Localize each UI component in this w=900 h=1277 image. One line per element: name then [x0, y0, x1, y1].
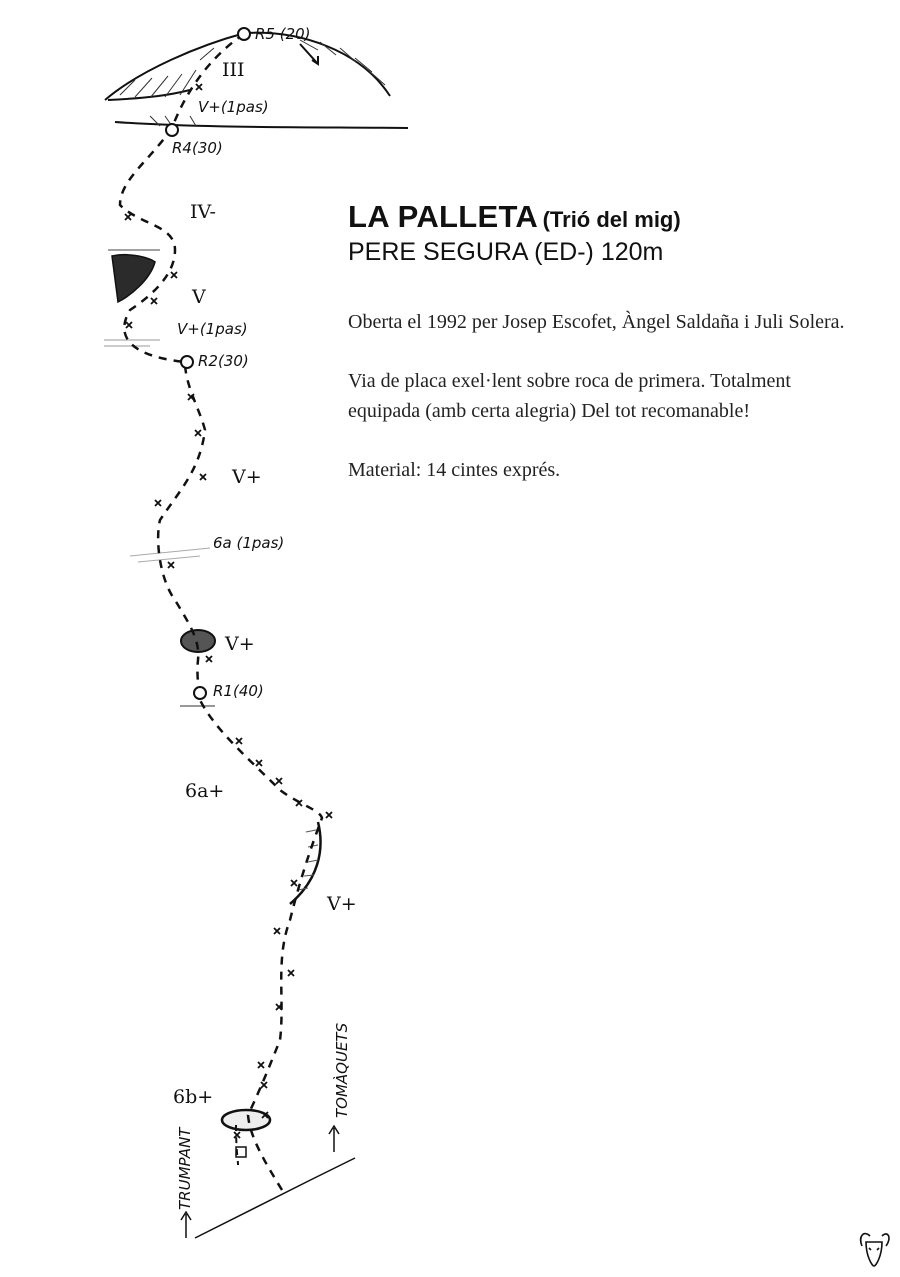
- page-title: [348, 200, 868, 234]
- route-name-note: (Trió del mig): [542, 207, 681, 232]
- route-line: [120, 34, 322, 1195]
- grade-label: V+: [225, 633, 255, 655]
- grade-label: V+(1pas): [198, 98, 269, 116]
- approach-arrow-up-icon: [181, 1212, 191, 1238]
- belay-label: R1(40): [213, 682, 264, 700]
- goat-head-icon: [852, 1226, 896, 1270]
- description-material: Material: 14 cintes exprés.: [348, 459, 561, 482]
- belay-r1-icon: [194, 687, 206, 699]
- approach-left-line: [236, 1125, 238, 1165]
- grade-label: V+: [327, 893, 357, 915]
- belay-label: R2(30): [198, 352, 249, 370]
- route-info: [348, 200, 868, 485]
- route-subtitle: PERE SEGURA (ED-) 120m: [348, 238, 664, 267]
- ledge-6a: [130, 548, 210, 562]
- belay-label: R4(30): [172, 139, 223, 157]
- grade-label: 6b+: [173, 1086, 214, 1108]
- bolts: [125, 84, 332, 1138]
- approach-label-trumpant: TRUMPANT: [176, 1127, 194, 1210]
- approach-label-tomaquets: TOMÀQUETS: [333, 1022, 351, 1118]
- approach-arrow-up-icon: [329, 1126, 339, 1152]
- belay-r2-icon: [181, 356, 193, 368]
- grade-label: III: [222, 59, 245, 81]
- belay-label: R5 (20): [255, 25, 311, 43]
- ground-line: [195, 1158, 355, 1238]
- route-arrow: [300, 44, 318, 64]
- grade-label: 6a (1pas): [213, 534, 285, 552]
- description-summary: Via de placa exel·lent sobre roca de primera. Totalment equipada (amb certa alegria) Del tot recomanable!: [348, 370, 791, 423]
- grade-label: V: [192, 286, 206, 308]
- description-opened: Oberta el 1992 per Josep Escofet, Àngel Saldaña i Juli Solera.: [348, 311, 845, 334]
- grade-label: 6a+: [185, 780, 225, 802]
- grade-label: V+: [232, 466, 262, 488]
- route-name: LA PALLETA: [348, 199, 539, 234]
- belay-r5-icon: [238, 28, 250, 40]
- belay-r4-icon: [166, 124, 178, 136]
- grade-label: IV-: [190, 201, 216, 223]
- grade-label: V+(1pas): [177, 320, 248, 338]
